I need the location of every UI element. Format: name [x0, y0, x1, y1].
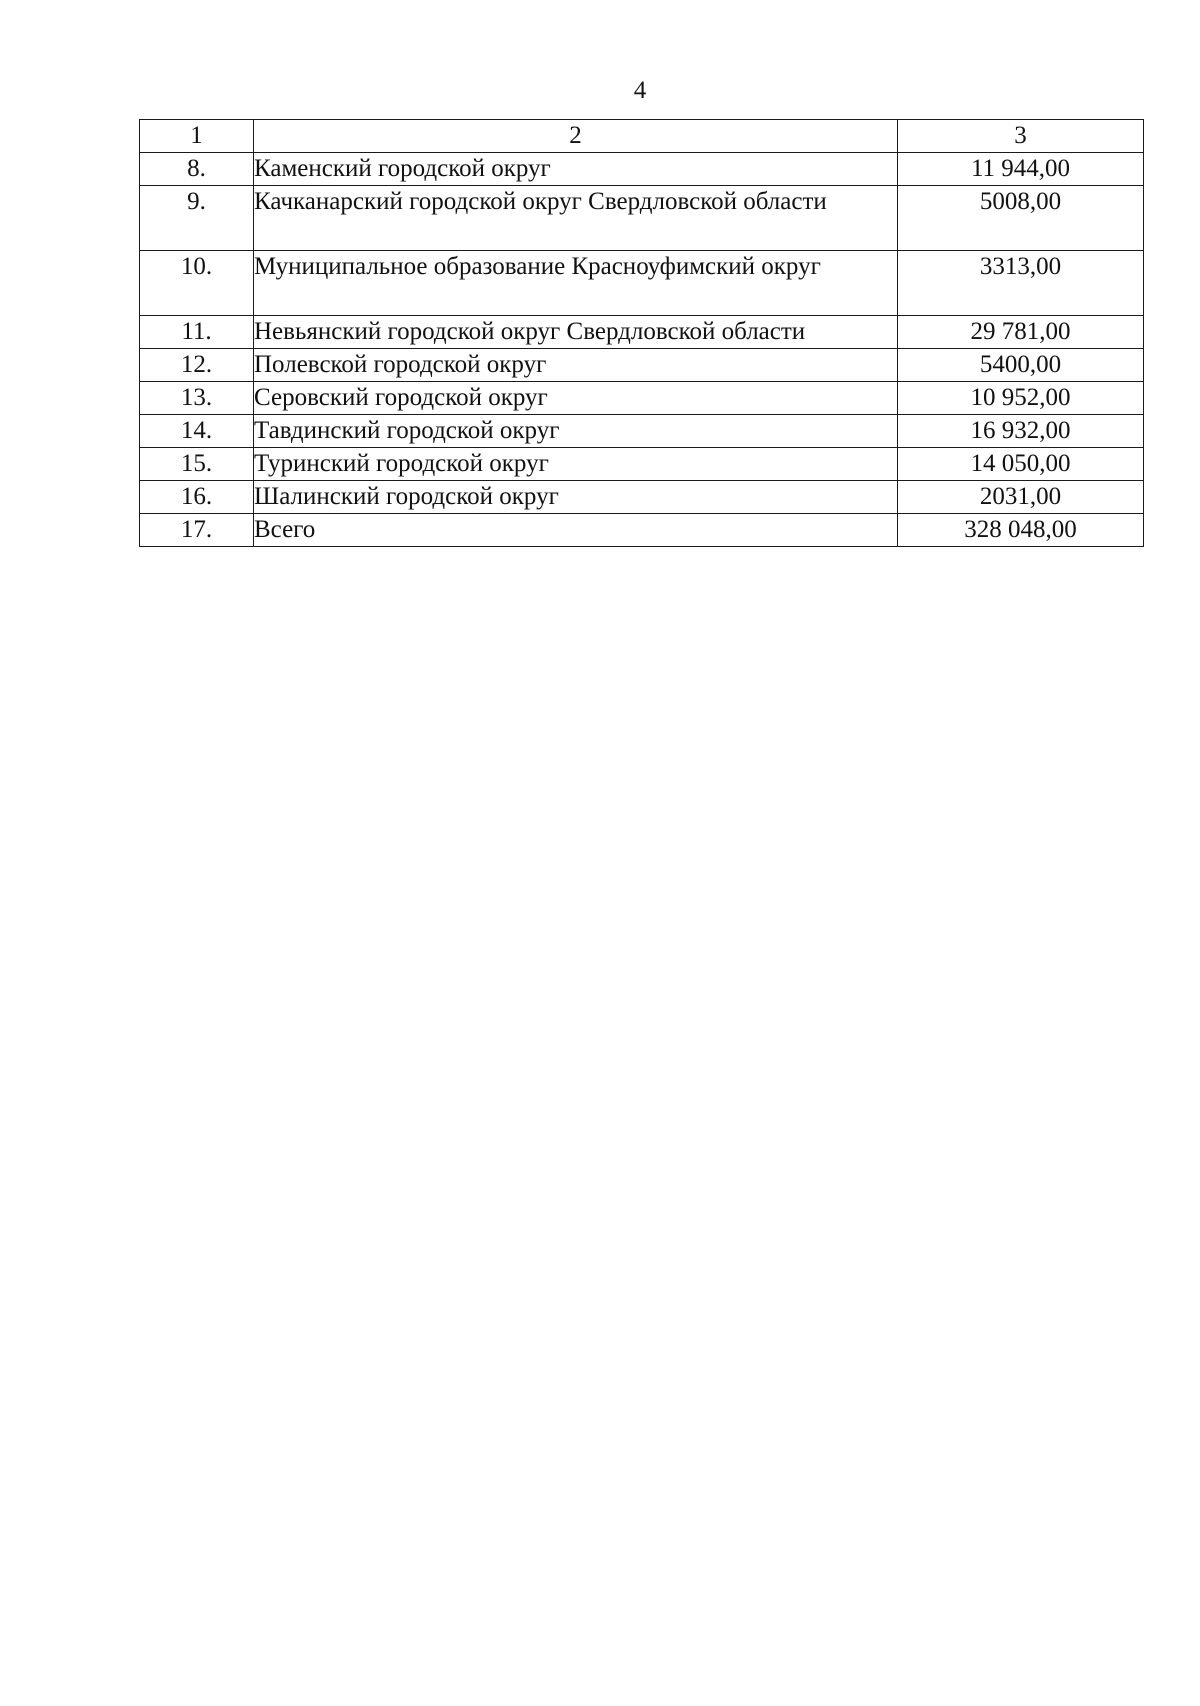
- row-number: 15.: [140, 448, 254, 481]
- amount-value: 2031,00: [898, 481, 1144, 514]
- table-total-row: [140, 514, 1144, 547]
- amount-value: 10 952,00: [898, 382, 1144, 415]
- table-row: [140, 251, 1144, 316]
- table-row: [140, 481, 1144, 514]
- municipality-name: Полевской городской округ: [254, 349, 898, 382]
- municipality-name: Невьянский городской округ Свердловской области: [254, 316, 898, 349]
- municipality-name: Тавдинский городской округ: [254, 415, 898, 448]
- row-number: 12.: [140, 349, 254, 382]
- row-number: 16.: [140, 481, 254, 514]
- amount-value: 14 050,00: [898, 448, 1144, 481]
- municipality-name: Туринский городской округ: [254, 448, 898, 481]
- row-number: 10.: [140, 251, 254, 316]
- column-header-3: 3: [898, 120, 1144, 153]
- municipality-name: Качканарский городской округ Свердловской области: [254, 186, 898, 251]
- municipality-name: Каменский городской округ: [254, 153, 898, 186]
- column-header-2: 2: [254, 120, 898, 153]
- amount-value: 11 944,00: [898, 153, 1144, 186]
- amount-value: 3313,00: [898, 251, 1144, 316]
- table-row: [140, 316, 1144, 349]
- total-amount: 328 048,00: [898, 514, 1144, 547]
- amount-value: 5400,00: [898, 349, 1144, 382]
- amount-value: 16 932,00: [898, 415, 1144, 448]
- total-label: Всего: [254, 514, 898, 547]
- municipality-name: Шалинский городской округ: [254, 481, 898, 514]
- row-number: 8.: [140, 153, 254, 186]
- table-row: [140, 153, 1144, 186]
- table-row: [140, 415, 1144, 448]
- municipality-name: Муниципальное образование Красноуфимский округ: [254, 251, 898, 316]
- page-number: 4: [633, 77, 647, 104]
- allocation-table: [139, 119, 1144, 547]
- table-row: [140, 349, 1144, 382]
- table-row: [140, 382, 1144, 415]
- amount-value: 5008,00: [898, 186, 1144, 251]
- table-row: [140, 186, 1144, 251]
- row-number: 14.: [140, 415, 254, 448]
- table-header-row: [140, 120, 1144, 153]
- municipality-name: Серовский городской округ: [254, 382, 898, 415]
- row-number: 9.: [140, 186, 254, 251]
- column-header-1: 1: [140, 120, 254, 153]
- row-number: 13.: [140, 382, 254, 415]
- row-number: 11.: [140, 316, 254, 349]
- table-row: [140, 448, 1144, 481]
- amount-value: 29 781,00: [898, 316, 1144, 349]
- row-number: 17.: [140, 514, 254, 547]
